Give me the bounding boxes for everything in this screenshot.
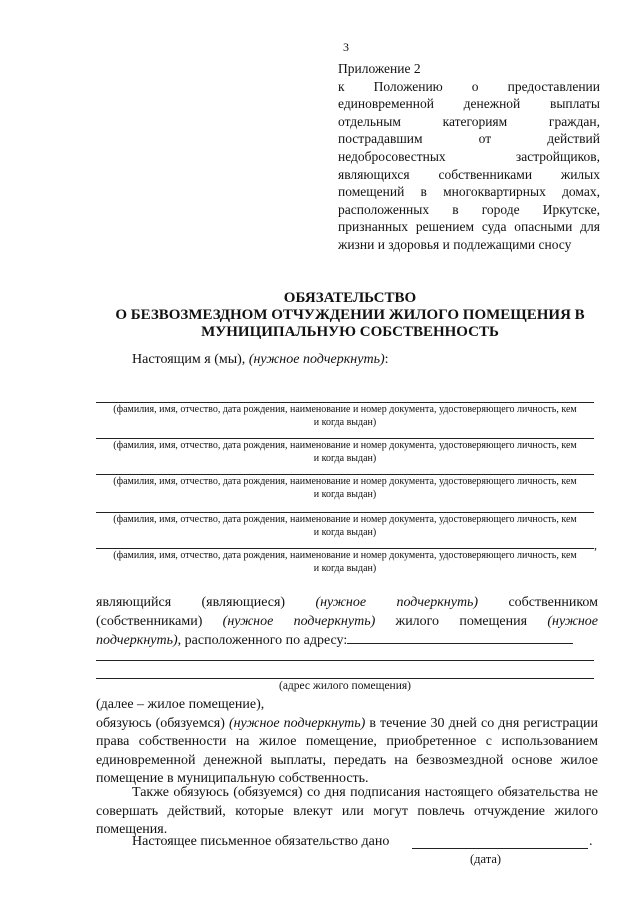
person-trailing-comma: , (594, 538, 597, 552)
person-4-line[interactable] (96, 512, 594, 513)
caption-line: (фамилия, имя, отчество, дата рождения, наименование и номер документа, удостоверяющего личность, кем (113, 404, 577, 415)
owner-text: , расположенного по адресу: (177, 633, 348, 648)
date-dot: . (589, 834, 593, 849)
address-caption: (адрес жилого помещения) (278, 680, 411, 692)
appendix-block (338, 60, 600, 254)
caption-line: и когда выдан) (313, 562, 377, 574)
person-5-line[interactable] (96, 548, 594, 549)
also-paragraph: Также обязуюсь (обязуемся) со дня подписания настоящего обязательства не совершать действий, которые влекут или могут повлечь отчуждение жилого помещения. (96, 785, 598, 837)
intro-colon: : (384, 352, 389, 367)
caption-line: (фамилия, имя, отчество, дата рождения, наименование и номер документа, удостоверяющего личность, кем (113, 550, 577, 561)
obligation-part: в течение 30 дней со дня регистрации права собственности на жилое помещение, приобретенное с использованием единовременной денежной выплаты, передать на безвозмездной основе жилое помещение в муниципальную собственность. (96, 715, 599, 786)
address-line-1[interactable] (96, 660, 594, 661)
person-3-caption (96, 476, 594, 501)
intro-line (132, 352, 389, 368)
intro-hint: (нужное подчеркнуть) (248, 352, 385, 367)
appendix-body: к Положению о предоставлении единовременной денежной выплаты отдельным категориям граждан, пострадавшим от действий недобросовестных застройщиков, являющихся собственниками жилых помещений в многоквартирных домах, расположенных в городе Иркутске, признанных решением суда опасными для жизни и здоровья и подлежащими сносу (338, 78, 600, 252)
caption-line: и когда выдан) (313, 452, 377, 464)
obligation-part: обязуюсь (обязуемся) (96, 715, 229, 731)
person-1-caption (96, 404, 594, 429)
owner-hint: (нужное подчеркнуть) (315, 595, 479, 610)
caption-line: (фамилия, имя, отчество, дата рождения, наименование и номер документа, удостоверяющего личность, кем (113, 440, 577, 451)
person-1-line[interactable] (96, 402, 594, 403)
caption-line: (фамилия, имя, отчество, дата рождения, наименование и номер документа, удостоверяющего личность, кем (113, 514, 577, 525)
owner-hint: (нужное подчеркнуть) (222, 614, 376, 629)
person-3-line[interactable] (96, 474, 594, 475)
caption-line: (фамилия, имя, отчество, дата рождения, наименование и номер документа, удостоверяющего личность, кем (113, 476, 577, 487)
owner-paragraph (96, 593, 598, 650)
address-line-2[interactable] (96, 678, 594, 679)
owner-text: жилого помещения (375, 614, 548, 629)
title-line-3: МУНИЦИПАЛЬНУЮ СОБСТВЕННОСТЬ (201, 324, 499, 340)
obligation-first-line: (далее – жилое помещение), (96, 697, 265, 712)
person-2-caption (96, 440, 594, 465)
date-label: Настоящее письменное обязательство дано (132, 834, 390, 849)
date-fill-line[interactable] (412, 848, 588, 849)
person-4-caption (96, 514, 594, 539)
page-number: 3 (343, 40, 349, 54)
person-5-caption (96, 550, 594, 575)
owner-text: собственником (собственниками) (96, 595, 599, 629)
owner-hint: (нужное подчеркнуть) (96, 614, 598, 648)
obligation-paragraph (96, 696, 598, 789)
appendix-title: Приложение 2 (338, 61, 421, 76)
obligation-text (96, 715, 598, 789)
title-line-2: О БЕЗВОЗМЕЗДНОМ ОТЧУЖДЕНИИ ЖИЛОГО ПОМЕЩЕНИЯ В (115, 307, 585, 323)
person-2-line[interactable] (96, 438, 594, 439)
address-fill-line[interactable] (347, 631, 573, 644)
caption-line: и когда выдан) (313, 416, 377, 428)
date-caption: (дата) (470, 852, 502, 866)
title-line-1: ОБЯЗАТЕЛЬСТВО (283, 290, 417, 306)
obligation-hint: (нужное подчеркнуть) (228, 715, 366, 731)
document-title (80, 290, 620, 341)
owner-text: являющийся (являющиеся) (96, 595, 316, 610)
intro-text: Настоящим я (мы), (132, 352, 249, 367)
caption-line: и когда выдан) (313, 488, 377, 500)
caption-line: и когда выдан) (313, 526, 377, 538)
